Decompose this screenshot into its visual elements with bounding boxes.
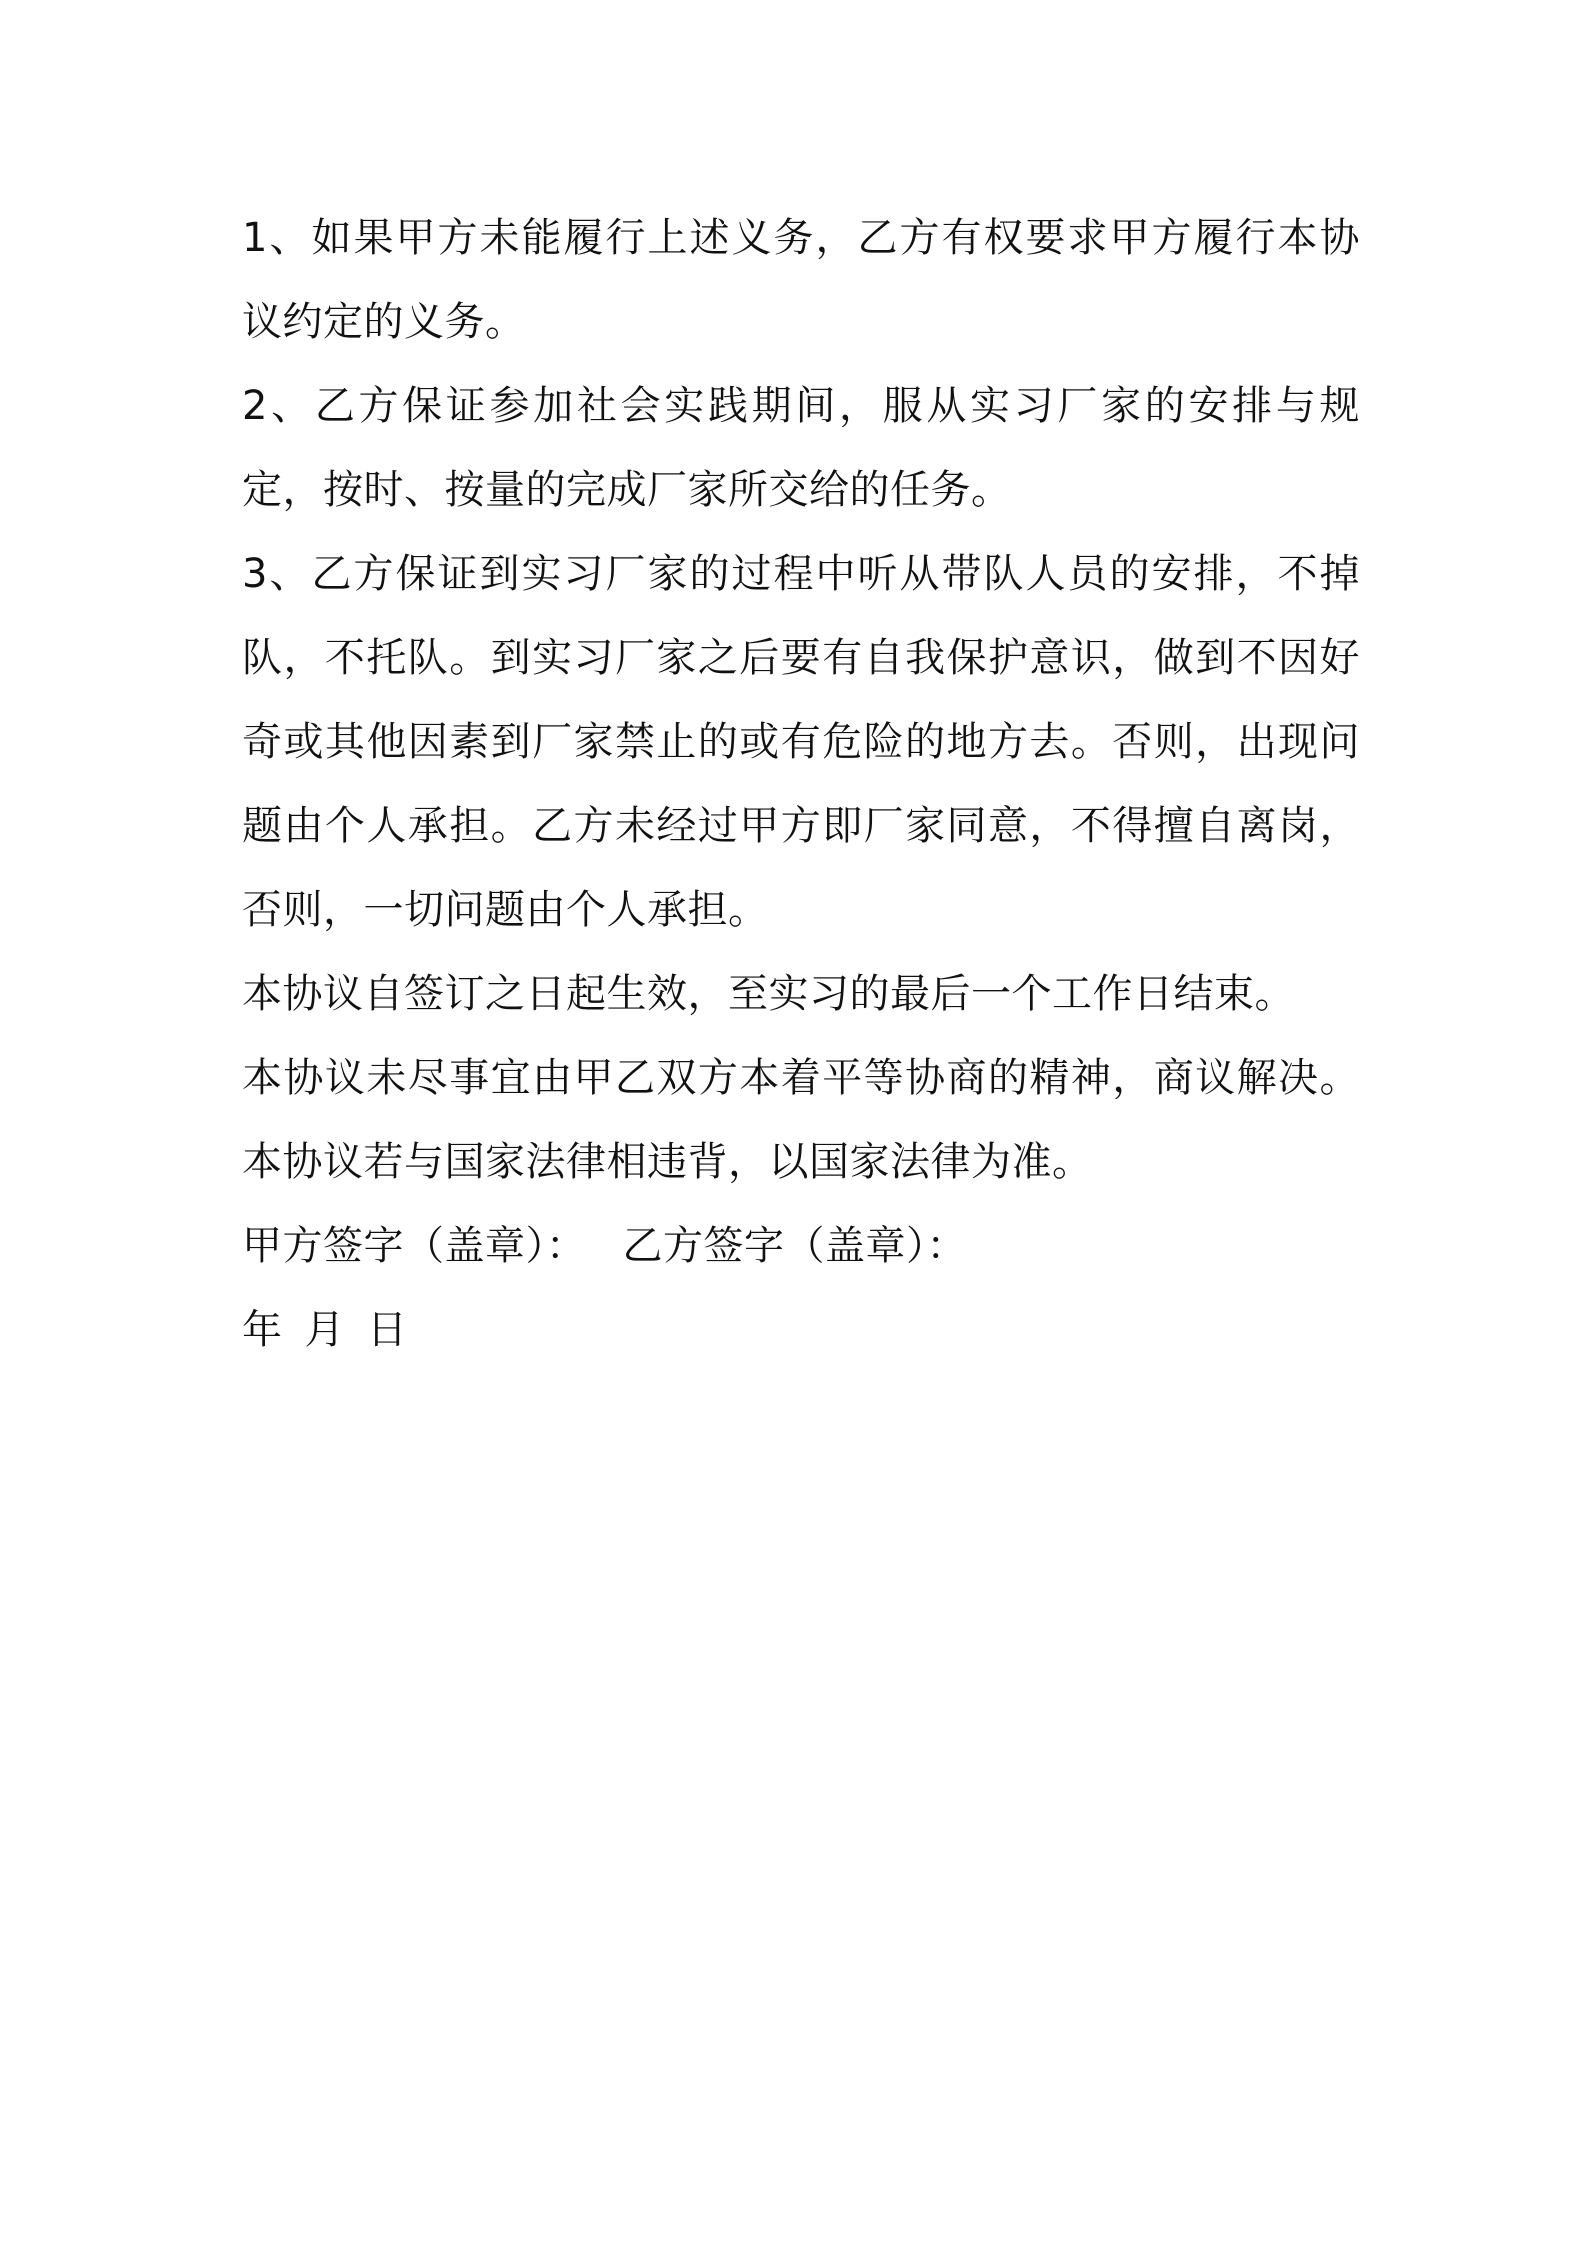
party-b-signature-label: 乙方签字（盖章）： [622, 1223, 967, 1269]
date-line [242, 1288, 1360, 1372]
clause-3: 3、乙方保证到实习厂家的过程中听从带队人员的安排，不掉队，不托队。到实习厂家之后要有自我保护意识，做到不因好奇或其他因素到厂家禁止的或有危险的地方去。否则，出现问题由个人承担。乙方未经过甲方即厂家同意，不得擅自离岗，否则，一切问题由个人承担。 [242, 551, 1360, 933]
date-month-label: 月 [304, 1307, 345, 1353]
party-a-signature-label: 甲方签字（盖章）： [242, 1223, 587, 1269]
clause-1: 1、如果甲方未能履行上述义务，乙方有权要求甲方履行本协议约定的义务。 [242, 215, 1360, 345]
effective-clause: 本协议自签订之日起生效，至实习的最后一个工作日结束。 [242, 971, 1295, 1017]
clause-2: 2、乙方保证参加社会实践期间，服从实习厂家的安排与规定，按时、按量的完成厂家所交给的任务。 [242, 383, 1360, 513]
document-body [242, 196, 1360, 1372]
supplementary-clause: 本协议未尽事宜由甲乙双方本着平等协商的精神，商议解决。本协议若与国家法律相违背，以国家法律为准。 [242, 1055, 1360, 1185]
signature-line [242, 1204, 1360, 1288]
date-day-label: 日 [367, 1307, 408, 1353]
date-year-label: 年 [242, 1307, 283, 1353]
